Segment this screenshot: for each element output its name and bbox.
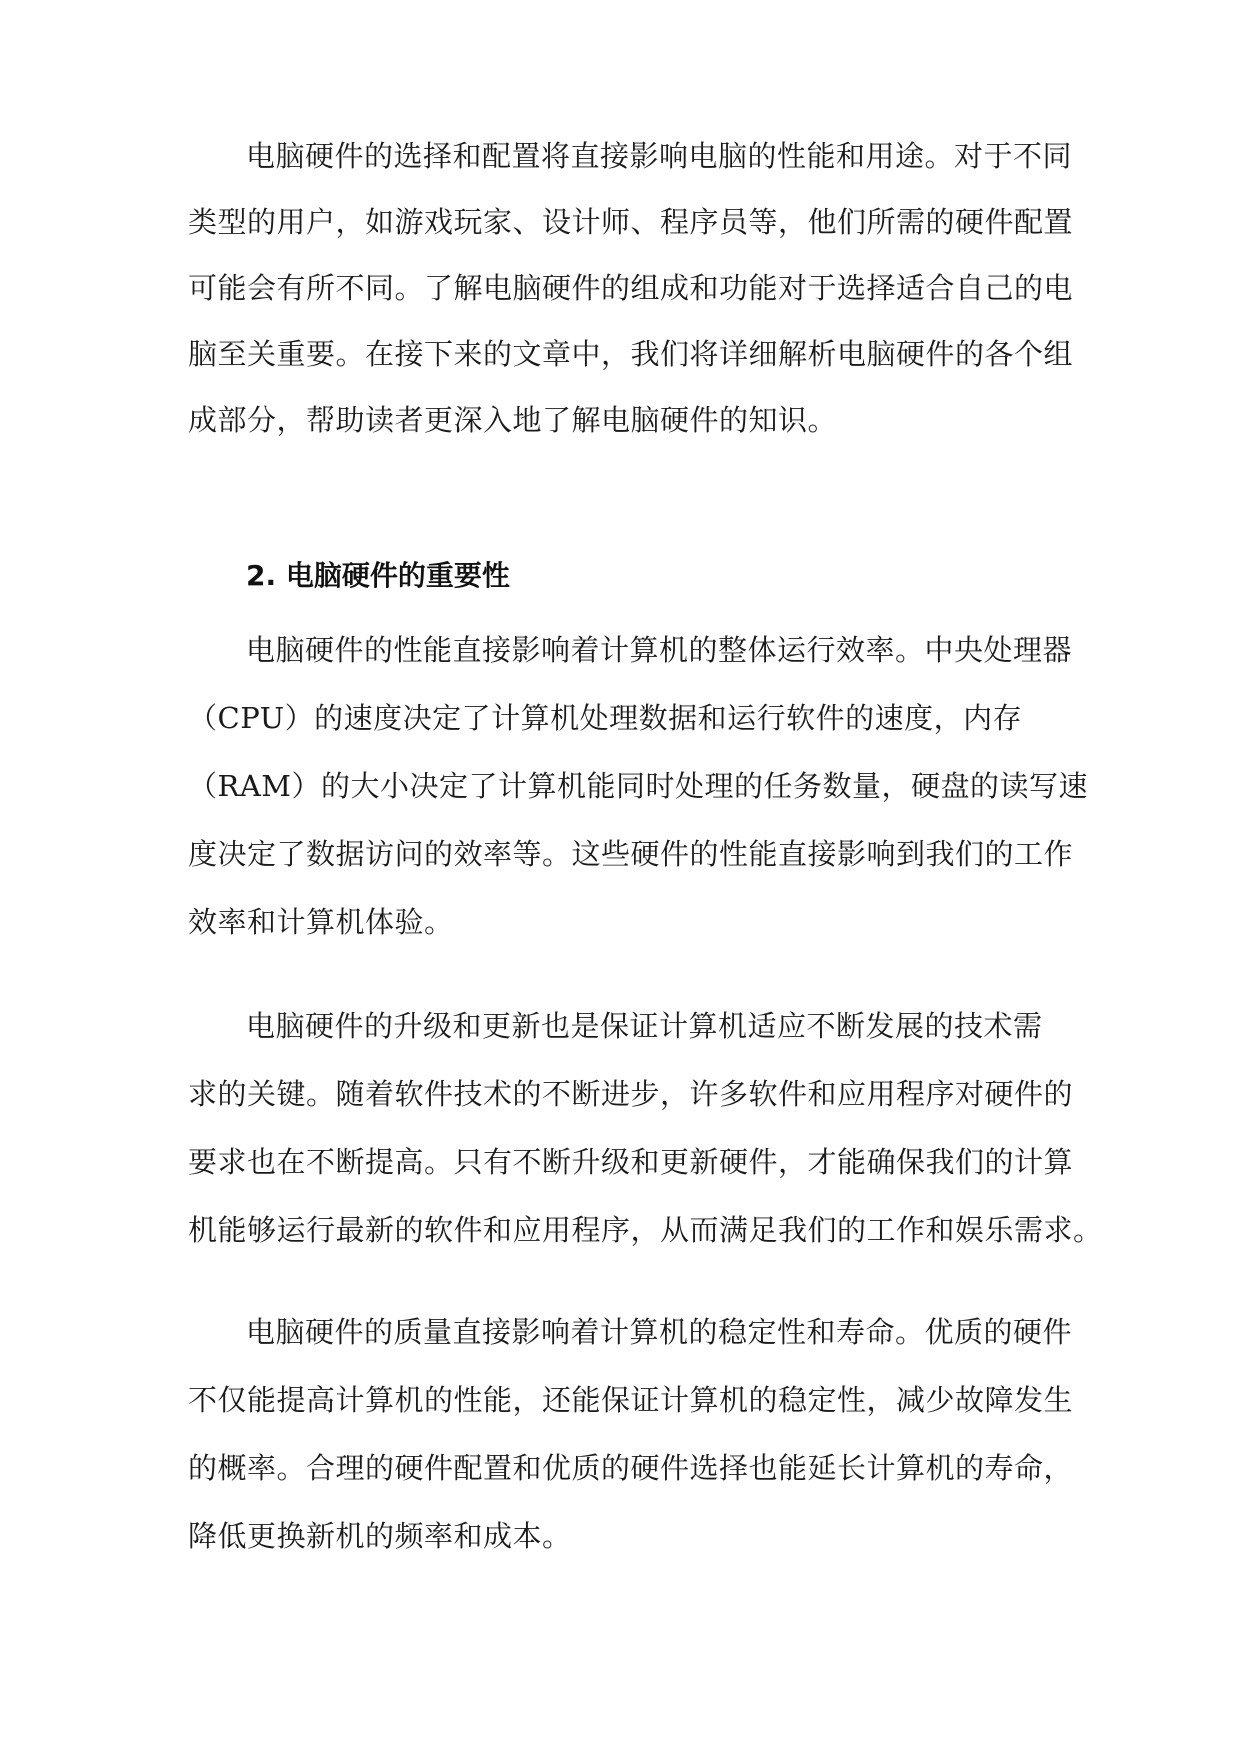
section-paragraph-3-line-1: 电脑硬件的质量直接影响着计算机的稳定性和寿命。优质的硬件 [246,1315,1073,1349]
section-paragraph-1-line-2: （CPU）的速度决定了计算机处理数据和运行软件的速度，内存 [188,701,1023,735]
section-paragraph-2-line-2: 求的关键。随着软件技术的不断进步，许多软件和应用程序对硬件的 [188,1077,1074,1111]
section-paragraph-2-line-1: 电脑硬件的升级和更新也是保证计算机适应不断发展的技术需 [246,1009,1043,1043]
intro-paragraph-line-1: 电脑硬件的选择和配置将直接影响电脑的性能和用途。对于不同 [246,139,1073,173]
section-paragraph-3-line-2: 不仅能提高计算机的性能，还能保证计算机的稳定性，减少故障发生 [188,1383,1074,1417]
section-paragraph-1-line-4: 度决定了数据访问的效率等。这些硬件的性能直接影响到我们的工作 [188,837,1074,871]
section-paragraph-3-line-3: 的概率。合理的硬件配置和优质的硬件选择也能延长计算机的寿命， [188,1451,1074,1485]
intro-paragraph-line-2: 类型的用户，如游戏玩家、设计师、程序员等，他们所需的硬件配置 [188,205,1074,239]
intro-paragraph-line-4: 脑至关重要。在接下来的文章中，我们将详细解析电脑硬件的各个组 [188,337,1074,371]
section-paragraph-1-line-3: （RAM）的大小决定了计算机能同时处理的任务数量，硬盘的读写速 [188,769,1088,803]
section-heading: 2. 电脑硬件的重要性 [246,559,510,592]
section-paragraph-2-line-4: 机能够运行最新的软件和应用程序，从而满足我们的工作和娱乐需求。 [188,1213,1103,1247]
section-paragraph-3-line-4: 降低更换新机的频率和成本。 [188,1519,572,1553]
intro-paragraph-line-3: 可能会有所不同。了解电脑硬件的组成和功能对于选择适合自己的电 [188,271,1074,305]
section-paragraph-2-line-3: 要求也在不断提高。只有不断升级和更新硬件，才能确保我们的计算 [188,1145,1074,1179]
section-paragraph-1-line-1: 电脑硬件的性能直接影响着计算机的整体运行效率。中央处理器 [246,633,1073,667]
intro-paragraph-line-5: 成部分，帮助读者更深入地了解电脑硬件的知识。 [188,403,838,437]
section-paragraph-1-line-5: 效率和计算机体验。 [188,905,454,939]
